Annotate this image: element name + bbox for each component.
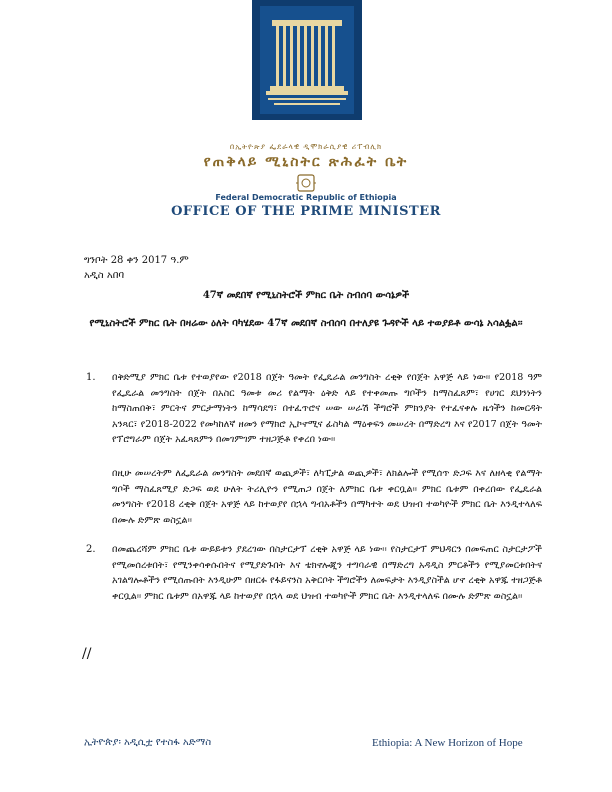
- document-city: አዲስ አበባ: [84, 270, 125, 281]
- list-item-paragraph: በቅድሚያ ምክር ቤቱ የተወያየው የ2018 በጀት ዓመት የፌዴራል መንግስት ረቂቅ የበጀት አዋጅ ላይ ነው፡፡ የ2018 ዓም የፌዴራል መንግስት በጀት በአስር ዓመቱ መሪ የልማት ዕቅድ ላይ የተቀመጡ ግቦችን ከማስፈጸም፣ የሀገር ደህንነትን ከማስጠበቅ፣ ምርትና ምርታማነትን ከማሳደግ፣ በተፈጥሮና ሠው ሠራሽ ችግሮች ምክንያት የተፈናቀሉ ዜጎችን ከመርዳት አንጻር፣ የ2018-2022 የመካከለኛ ዘመን የማክሮ ኢኮኖሚና ፊስካል ማዕቀፍን መሠረት በማድረግ እና የ2017 በጀት ዓመት የፕሮግራም በጀት አፈጻጸምን በመገምገም ተዘጋጅቶ የቀረበ ነው፡፡: [112, 372, 542, 445]
- list-item-paragraph: በዚሁ መሠረትም ለፌዴራል መንግስት መደበኛ ወጪዎች፣ ለካፒታል ወጪዎች፣ ለክልሎች የሚሰጥ ድጋፍ እና ለዘላቂ የልማት ግቦች ማስፈጸሚያ ድጋፍ ወደ ሁለት ትሪሊዮን የሚጠጋ በጀት ለምክር ቤቱ ቀርቧል፡፡ ምክር ቤቱም በቀረበው የፌዴራል መንግስት የ2018 ረቂቅ በጀት አዋጅ ላይ ከተወያየ በኋላ ግብአቶችን በማካተት ወደ ህዝብ ተወካዮች ምክር ቤት እንዲተላለፍ በሙሉ ድምጽ ወስኗል፡፡: [112, 468, 542, 526]
- footer-slogan-amharic: ኢትዮጵያ፡ አዲሲቷ የተስፋ አድማስ: [84, 737, 212, 748]
- footer-slogan-english: Ethiopia: A New Horizon of Hope: [372, 737, 523, 749]
- document-date: ግንቦት 28 ቀን 2017 ዓ.ም: [84, 255, 189, 266]
- seal-icon: [296, 174, 316, 192]
- list-item-number: 2.: [86, 544, 96, 555]
- end-mark: //: [82, 646, 92, 662]
- document-title: 47ኛ መደበኛ የሚኒስትሮች ምክር ቤት ስብሰባ ውሳኔዎች: [202, 290, 410, 301]
- list-item-paragraph: በመጨረሻም ምክር ቤቱ ውይይቱን ያደረገው በስታርታፕ ረቂቅ አዋጅ ላይ ነው፡፡ የስታርታፕ ምህዳርን በመፍጠር ስታርታፖች የሚመሰረቱበት፣ የሚንቀሳቀሱበትና የሚያድጉበት እና ቴክኖሎጂን ተግባራዊ በማድረግ አዳዲስ ምርቶችን የሚያመርቱበትና አገልግሎቶችን የሚሰጡበት እንዲሁም በዘርፉ የፋይናንስ አቅርቦት ችግሮችን ለመፍታት እንዲያስችል ሆኖ ረቂቅ አዋጁ ተዘጋጅቶ ቀርቧል፡፡ ምክር ቤቱም በአዋጁ ላይ ከተወያየ በኋላ ወደ ህዝብ ተወካዮች ምክር ቤት እንዲተላለፍ በሙሉ ድምጽ ወስኗል፡፡: [112, 544, 542, 602]
- prime-minister-office-emblem: [252, 0, 362, 120]
- letterhead-amharic-office: የጠቅላይ ሚኒስትር ጽሕፈት ቤት: [203, 154, 409, 170]
- list-item-number: 1.: [86, 372, 96, 383]
- letterhead-english-country: Federal Democratic Republic of Ethiopia: [215, 193, 397, 202]
- document-subtitle: የሚኒስትሮች ምክር ቤት በዛሬው ዕለት ባካሄደው 47ኛ መደበኛ ስብሰባ በተለያዩ ጉዳዮች ላይ ተወያይቶ ውሳኔ አሳልፏል፡፡: [89, 318, 523, 329]
- letterhead-amharic-country: በኢትዮጵያ ፌደራላዊ ዲሞክራሲያዊ ሪፐብሊክ: [229, 142, 383, 151]
- letterhead-english-office: OFFICE OF THE PRIME MINISTER: [171, 204, 441, 219]
